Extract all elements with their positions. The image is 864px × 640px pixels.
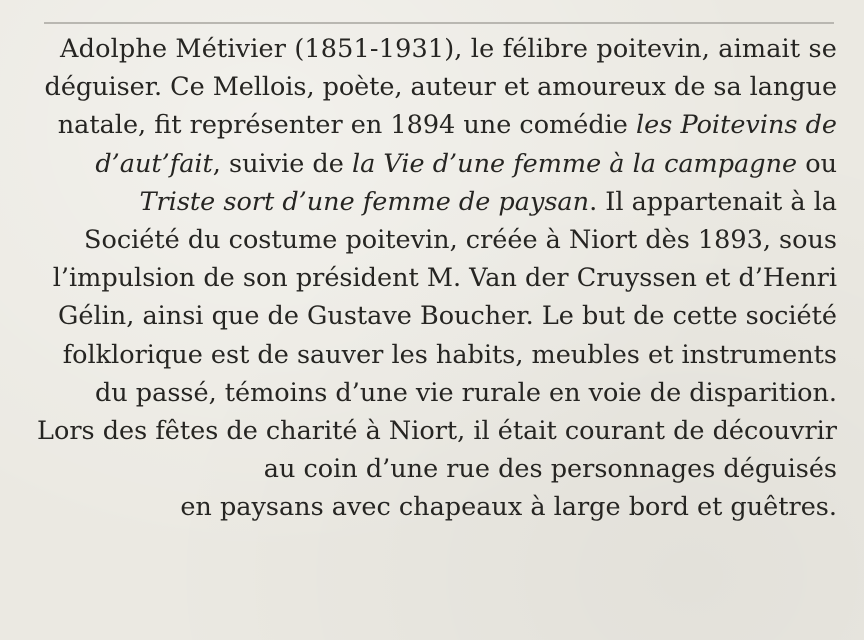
text-line bbox=[0, 183, 837, 221]
italic-title-text: Triste sort d’une femme de paysan bbox=[139, 186, 590, 217]
text-line bbox=[0, 488, 837, 526]
text-run: folklorique est de sauver les habits, meubles et instruments bbox=[62, 339, 837, 370]
text-line bbox=[0, 30, 837, 68]
text-run: du passé, témoins d’une vie rurale en voie de disparition. bbox=[94, 377, 837, 408]
text-line bbox=[0, 106, 837, 144]
text-run: ou bbox=[797, 148, 837, 179]
italic-title-text: d’aut’fait bbox=[95, 148, 213, 179]
text-run: Adolphe Métivier (1851-1931), le félibre poitevin, aimait se bbox=[60, 34, 837, 64]
text-line bbox=[0, 374, 837, 412]
text-run: , suivie de bbox=[212, 148, 352, 179]
text-line bbox=[0, 259, 837, 297]
text-line bbox=[0, 450, 837, 488]
text-line bbox=[0, 297, 837, 335]
italic-title-text: la Vie d’une femme à la campagne bbox=[351, 148, 798, 179]
text-line bbox=[0, 68, 837, 106]
text-run: déguiser. Ce Mellois, poète, auteur et amoureux de sa langue bbox=[44, 72, 837, 103]
text-run: l’impulsion de son président M. Van der Cruyssen et d’Henri bbox=[52, 263, 837, 294]
text-line bbox=[0, 221, 837, 259]
text-run: natale, fit représenter en 1894 une comédie bbox=[57, 110, 636, 141]
text-line bbox=[0, 336, 837, 374]
text-line bbox=[0, 145, 837, 183]
text-run: Gélin, ainsi que de Gustave Boucher. Le but de cette société bbox=[58, 301, 837, 332]
text-run: au coin d’une rue des personnages déguisés bbox=[263, 454, 837, 485]
text-paragraph bbox=[0, 30, 837, 527]
text-run: Société du costume poitevin, créée à Niort dès 1893, sous bbox=[84, 225, 837, 256]
top-rule-divider bbox=[44, 22, 834, 24]
italic-title-text: les Poitevins de bbox=[636, 110, 837, 141]
text-run: Lors des fêtes de charité à Niort, il était courant de découvrir bbox=[37, 416, 837, 447]
text-line bbox=[0, 412, 837, 450]
text-run: en paysans avec chapeaux à large bord et guêtres. bbox=[180, 492, 837, 523]
text-run: . Il appartenait à la bbox=[589, 186, 837, 217]
